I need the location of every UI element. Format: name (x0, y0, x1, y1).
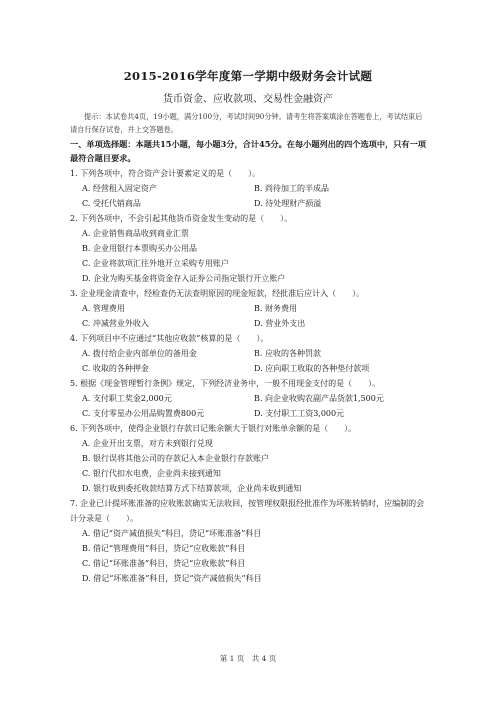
exam-instructions: 提示：本试卷共4页，19小题，满分100分，考试时间90分钟。请考生将答案填涂在答题卷上，考试结束后请自行保存试卷，并上交答题卷。 (70, 112, 423, 134)
option-d: D. 待处理财产损溢 (254, 199, 322, 208)
question-stem: 1. 下列各项中，符合资产会计要素定义的是（ ）。 (70, 169, 261, 178)
question-stem: 7. 企业已计提坏账准备的应收账款确实无法收回，按管理权限报经批准作为坏账转销时，应编制的会计分录是（ ）。 (70, 499, 425, 523)
option-c: C. 借记“坏账准备”科目，贷记“应收账款”科目 (82, 559, 246, 568)
option-a: A. 借记“资产减值损失”科目，贷记“坏账准备”科目 (82, 529, 262, 538)
option-b: B. 向企业收购农副产品货款1,500元 (254, 394, 384, 403)
option-a: A. 企业开出支票，对方未到银行兑现 (82, 439, 213, 448)
option-d: D. 应向职工收取的各种垫付款项 (254, 364, 370, 373)
question-stem: 4. 下列项目中不应通过“其他应收款”核算的是（ ）。 (70, 334, 269, 343)
option-list (70, 526, 426, 586)
option-b: B. 银行误将其他公司的存款记入本企业银行存款账户 (82, 454, 269, 463)
option-a: A. 经营租入固定资产 (82, 184, 157, 193)
option-c: C. 银行代扣水电费，企业尚未接到通知 (82, 469, 221, 478)
question-stem: 6. 下列各项中，使得企业银行存款日记账余额大于银行对账单余额的是（ ）。 (70, 424, 357, 433)
question-4 (70, 331, 426, 376)
option-d: D. 银行收到委托收款结算方式下结算款项，企业尚未收到通知 (82, 484, 302, 493)
question-1 (70, 166, 426, 211)
option-list (70, 226, 426, 286)
option-a: A. 企业销售商品收到商业汇票 (82, 229, 189, 238)
option-d: D. 营业外支出 (254, 319, 306, 328)
option-a: A. 支付职工奖金2,000元 (82, 394, 172, 403)
question-2 (70, 211, 426, 286)
option-b: B. 财务费用 (254, 304, 297, 313)
question-stem: 2. 下列各项中，不会引起其他货币资金发生变动的是（ ）。 (70, 214, 293, 223)
option-c: C. 冲减营业外收入 (82, 319, 149, 328)
exam-title: 2015-2016学年度第一学期中级财务会计试题 (123, 69, 373, 83)
option-b: B. 应收的各种罚款 (254, 349, 321, 358)
option-list (70, 181, 426, 211)
option-list (70, 391, 426, 421)
option-c: C. 支付零星办公用品购置费800元 (82, 409, 205, 418)
option-list (70, 346, 426, 376)
option-b: B. 企业用银行本票购买办公用品 (82, 244, 197, 253)
question-stem: 5. 根据《现金管理暂行条例》规定，下列经济业务中，一般不用现金支付的是（ ）。 (70, 379, 381, 388)
option-c: C. 企业将款项汇往外地开立采购专用账户 (82, 259, 229, 268)
option-list (70, 436, 426, 496)
page-footer: 第 1 页 共 4 页 (219, 654, 277, 663)
option-c: C. 收取的各种押金 (82, 364, 149, 373)
section-heading: 一、单项选择题：本题共15小题，每小题3分，合计45分。在每小题列出的四个选项中，只有一项最符合题目要求。 (70, 139, 426, 163)
question-3 (70, 286, 426, 331)
question-7 (70, 496, 426, 586)
option-a: A. 拨付给企业内部单位的备用金 (82, 349, 197, 358)
question-5 (70, 376, 426, 421)
question-stem: 3. 企业现金清查中，经检查仍无法查明原因的现金短款，经批准后应计入（ ）。 (70, 289, 365, 298)
option-c: C. 受托代销商品 (82, 199, 141, 208)
option-b: B. 借记“管理费用”科目，贷记“应收账款”科目 (82, 544, 246, 553)
option-b: B. 尚待加工的半成品 (254, 184, 329, 193)
option-d: D. 企业为购买基金将资金存入证券公司指定银行开立账户 (82, 274, 286, 283)
option-a: A. 管理费用 (82, 304, 125, 313)
exam-subtitle: 货币资金、应收款项、交易性金融资产 (163, 94, 333, 105)
question-6 (70, 421, 426, 496)
option-d: D. 支付职工工资3,000元 (254, 409, 345, 418)
option-list (70, 301, 426, 331)
option-d: D. 借记“坏账准备”科目，贷记“资产减值损失”科目 (82, 574, 262, 583)
